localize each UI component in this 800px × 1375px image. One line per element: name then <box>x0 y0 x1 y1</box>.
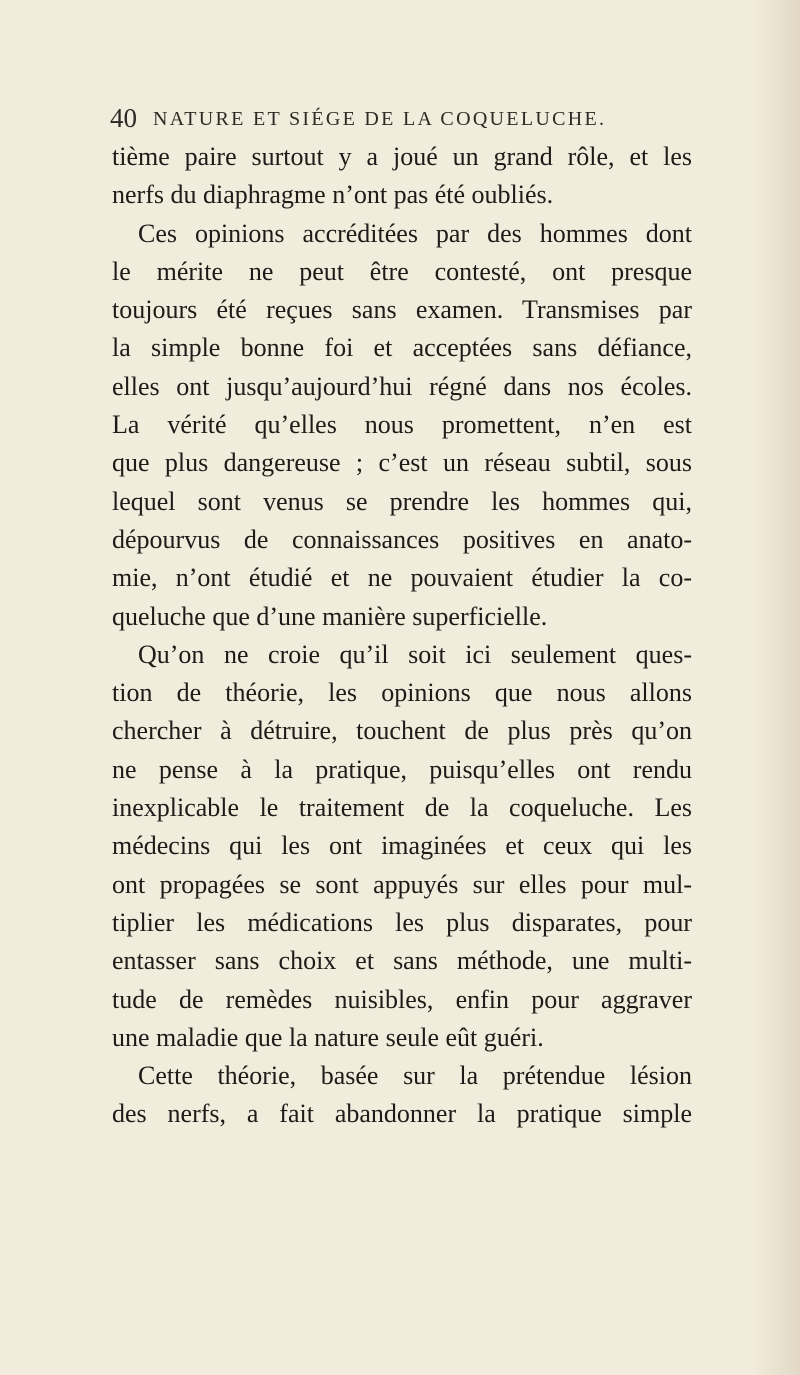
page-number: 40 <box>110 103 137 133</box>
paragraph-start-line: Cette théorie, basée sur la prétendue lésion <box>138 1061 692 1091</box>
text-line: chercher à détruire, touchent de plus près qu’on <box>112 716 692 746</box>
text-line: toujours été reçues sans examen. Transmises par <box>112 295 692 325</box>
text-line: elles ont jusqu’aujourd’hui régné dans nos écoles. <box>112 371 692 401</box>
text-line: entasser sans choix et sans méthode, une multi- <box>112 946 692 976</box>
text-line: une maladie que la nature seule eût guéri. <box>112 1022 544 1052</box>
text-line: que plus dangereuse ; c’est un réseau subtil, sous <box>112 448 692 478</box>
text-line: lequel sont venus se prendre les hommes qui, <box>112 486 692 516</box>
body-text <box>112 138 692 1134</box>
text-line: nerfs du diaphragme n’ont pas été oubliés. <box>112 180 554 210</box>
text-line: des nerfs, a fait abandonner la pratique simple <box>112 1099 692 1129</box>
text-line: médecins qui les ont imaginées et ceux qui les <box>112 831 692 861</box>
text-line: la simple bonne foi et acceptées sans défiance, <box>112 333 692 363</box>
running-title: NATURE ET SIÉGE DE LA COQUELUCHE. <box>153 108 607 130</box>
paragraph-start-line: Qu’on ne croie qu’il soit ici seulement ques- <box>138 639 692 669</box>
text-line: tiplier les médications les plus disparates, pour <box>112 907 692 937</box>
page-header <box>110 103 690 139</box>
text-line: tion de théorie, les opinions que nous allons <box>112 678 692 708</box>
paragraph-start-line: Ces opinions accréditées par des hommes dont <box>138 218 692 248</box>
text-line: mie, n’ont étudié et ne pouvaient étudier la co- <box>112 563 692 593</box>
text-line: dépourvus de connaissances positives en anato- <box>112 524 692 554</box>
text-line: ont propagées se sont appuyés sur elles pour mul- <box>112 869 692 899</box>
text-line: tième paire surtout y a joué un grand rôle, et les <box>112 142 692 171</box>
text-line: La vérité qu’elles nous promettent, n’en est <box>112 410 692 440</box>
text-line: tude de remèdes nuisibles, enfin pour aggraver <box>112 984 692 1014</box>
text-line: le mérite ne peut être contesté, ont presque <box>112 256 692 286</box>
text-line: ne pense à la pratique, puisqu’elles ont rendu <box>112 754 692 784</box>
text-line: inexplicable le traitement de la coqueluche. Les <box>112 793 692 823</box>
text-line: queluche que d’une manière superficielle. <box>112 601 548 631</box>
